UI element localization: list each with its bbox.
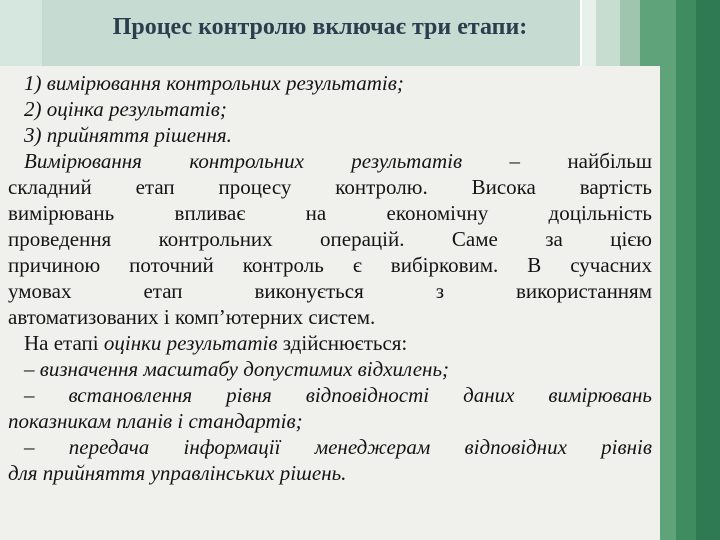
slide-title: Процес контролю включає три етапи: xyxy=(112,14,528,40)
bullet-line: для прийняття управлінських рішень. xyxy=(8,461,347,485)
paragraph-line: вимірювань впливає на економічну доцільність xyxy=(8,201,652,225)
decor-stripe xyxy=(676,0,696,540)
paragraph-line: проведення контрольних операцій. Саме за цією xyxy=(8,227,652,251)
p2-prefix: На етапі xyxy=(24,331,104,355)
stage-item: 3) прийняття рішення. xyxy=(24,123,232,147)
stage-item: 2) оцінка результатів; xyxy=(24,97,227,121)
lead-rest: – найбільш xyxy=(462,149,652,173)
paragraph-line xyxy=(8,330,652,356)
paragraph-line: причиною поточний контроль є вибірковим. В сучасних xyxy=(8,253,652,277)
bullet-line: – передача інформації менеджерам відповідних рівнів xyxy=(24,435,652,459)
bullet-line: – встановлення рівня відповідності даних вимірювань xyxy=(24,383,652,407)
lead-italic: Вимірювання контрольних результатів xyxy=(24,149,463,173)
p2-emphasis: оцінки результатів xyxy=(103,331,278,355)
paragraph-line: автоматизованих і комп’ютерних систем. xyxy=(8,305,376,329)
paragraph-line: складний етап процесу контролю. Висока вартість xyxy=(8,175,652,199)
paragraph-line: умовах етап виконується з використанням xyxy=(8,279,652,303)
decor-stripe xyxy=(696,0,720,540)
bullet-line: – визначення масштабу допустимих відхилень; xyxy=(24,357,450,381)
stage-item: 1) вимірювання контрольних результатів; xyxy=(24,71,404,95)
slide-body xyxy=(8,70,652,486)
p2-suffix: здійснюється: xyxy=(277,331,408,355)
bullet-line: показникам планів і стандартів; xyxy=(8,409,303,433)
paragraph-line xyxy=(8,148,652,174)
